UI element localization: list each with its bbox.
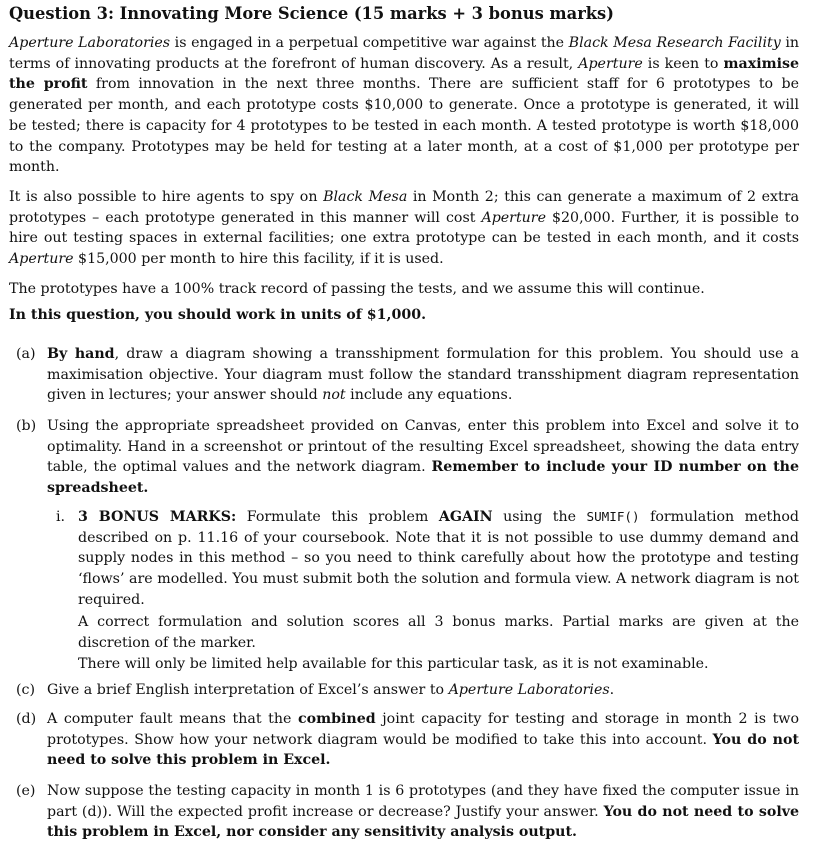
part-d-text: A computer fault means that the combined joint capacity for testing and storage in month 2 is two prototypes. Show how your network diagram would be modified to take this into account. You do not need to solve this problem in Excel. — [47, 711, 800, 769]
part-c-label: (c) — [16, 682, 36, 698]
intro-paragraph-3: The prototypes have a 100% track record of passing the tests, and we assume this will continue. — [9, 281, 705, 297]
part-b-i-text: 3 BONUS MARKS: Formulate this problem AGAIN using the SUMIF() formulation method described on p. 11.16 of your coursebook. Note that it is not possible to use dummy demand and supply nodes in this method – so you need to think carefully about how the prototype and testing ‘flows’ are modelled. You must submit both the solution and formula view. A network diagram is not required. — [78, 509, 799, 608]
part-a-label: (a) — [16, 346, 36, 362]
sumif-code: SUMIF() — [586, 509, 640, 524]
units-instruction: In this question, you should work in units of $1,000. — [9, 307, 427, 323]
question-title: Question 3: Innovating More Science (15 marks + 3 bonus marks) — [9, 4, 614, 23]
part-a-text: By hand, draw a diagram showing a transshipment formulation for this problem. You should use a maximisation objective. Your diagram must follow the standard transshipment diagram representation given in lectures; your answer should not include any equations. — [47, 346, 800, 404]
intro-paragraph-2: It is also possible to hire agents to spy on Black Mesa in Month 2; this can generate a maximum of 2 extra prototypes – each prototype generated in this manner will cost Aperture $20,000. Further, it is possible to hire out testing spaces in external facilities; one extra prototype can be tested in each month, and it costs Aperture $15,000 per month to hire this facility, if it is used. — [9, 189, 800, 268]
intro-paragraph-1: Aperture Laboratories is engaged in a perpetual competitive war against the Black Mesa Research Facility in terms of innovating products at the forefront of human discovery. As a result, Aperture is keen to maximise the profit from innovation in the next three months. There are sufficient staff for 6 prototypes to be generated per month, and each prototype costs $10,000 to generate. Once a prototype is generated, it will be tested; there is capacity for 4 prototypes to be tested in each month. A tested prototype is worth $18,000 to the company. Prototypes may be held for testing at a later month, at a cost of $1,000 per prototype per month. — [9, 35, 799, 176]
part-b-i-help-note: There will only be limited help available for this particular task, as it is not examinable. — [78, 656, 709, 672]
part-d-label: (d) — [16, 711, 37, 727]
part-c-text: Give a brief English interpretation of Excel’s answer to Aperture Laboratories. — [47, 682, 615, 698]
part-b-i-label: i. — [56, 509, 66, 525]
part-e-text: Now suppose the testing capacity in month 1 is 6 prototypes (and they have fixed the computer issue in part (d)). Will the expected profit increase or decrease? Justify your answer. You do not need to solve this problem in Excel, nor consider any sensitivity analysis output. — [47, 783, 799, 841]
part-b-i-marking-note: A correct formulation and solution scores all 3 bonus marks. Partial marks are given at the discretion of the marker. — [78, 614, 799, 651]
part-b-label: (b) — [16, 418, 37, 434]
part-b-text: Using the appropriate spreadsheet provided on Canvas, enter this problem into Excel and solve it to optimality. Hand in a screenshot or printout of the resulting Excel spreadsheet, showing the data entry table, the optimal values and the network diagram. Remember to include your ID number on the spreadsheet. — [47, 418, 799, 497]
part-e-label: (e) — [16, 783, 36, 799]
